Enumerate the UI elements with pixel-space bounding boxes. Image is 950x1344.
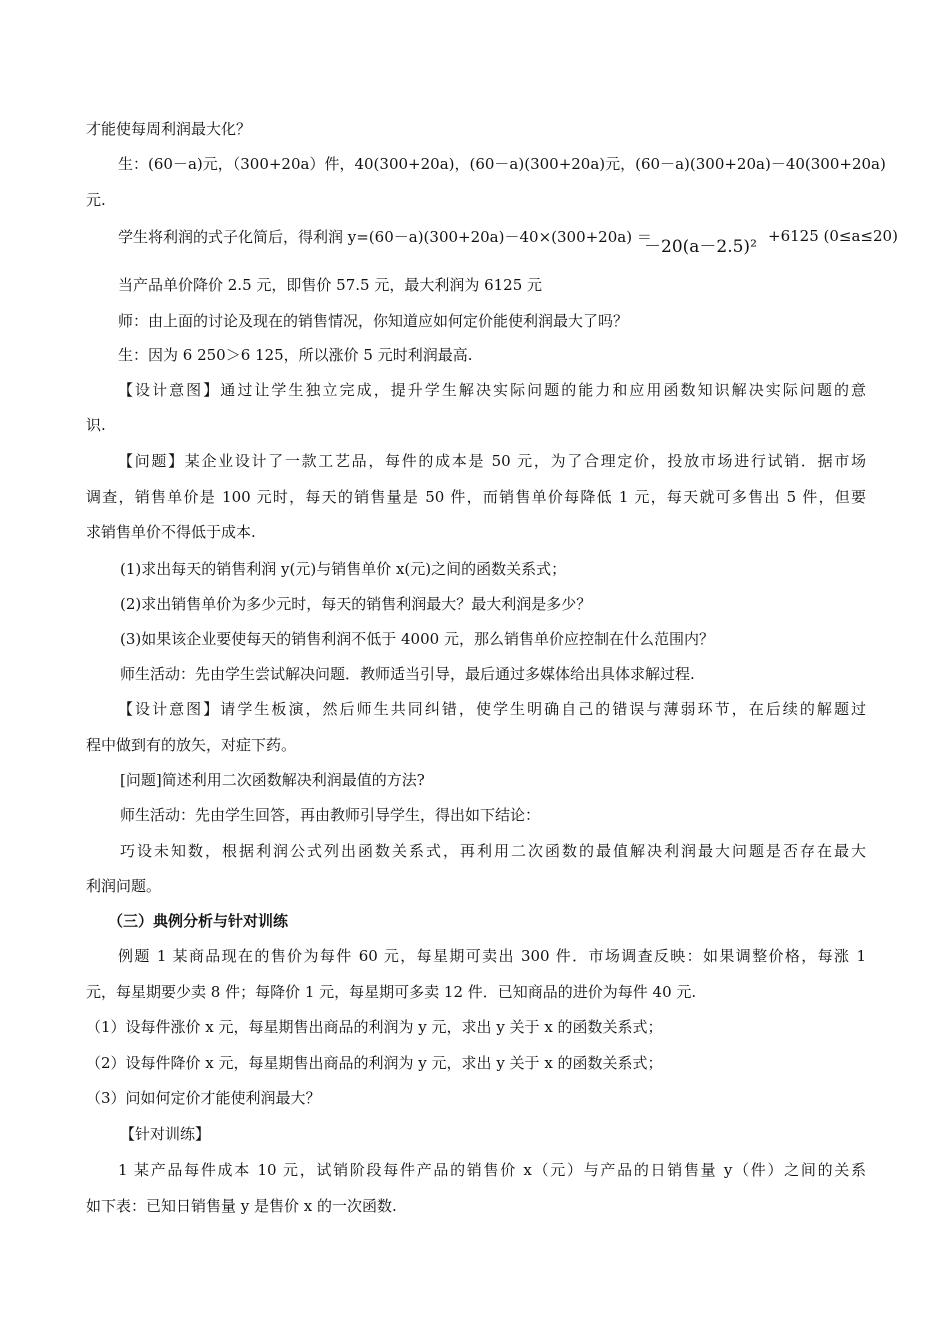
section-heading: （三）典例分析与针对训练 (108, 912, 289, 930)
text-line: 例题 1 某商品现在的售价为每件 60 元，每星期可卖出 300 件．市场调查反映：如果调整价格，每涨 1 (118, 947, 866, 965)
text-line: 【设计意图】通过让学生独立完成，提升学生解决实际问题的能力和应用函数知识解决实际问题的意 (118, 381, 866, 399)
text-line: 程中做到有的放矢，对症下药。 (86, 736, 297, 754)
text-line: 【针对训练】 (120, 1125, 211, 1143)
text-line: 师生活动：先由学生尝试解决问题．教师适当引导，最后通过多媒体给出具体求解过程. (120, 665, 695, 683)
text-line: 学生将利润的式子化简后，得利润 y=(60－a)(300+20a)－40×(300+20a) ＝ (118, 228, 652, 246)
text-line: 调查，销售单价是 100 元时，每天的销售量是 50 件，而销售单价每降低 1 元，每天就可多售出 5 件，但要 (86, 488, 866, 506)
text-line: (1)求出每天的销售利润 y(元)与销售单价 x(元)之间的函数关系式； (120, 560, 567, 578)
text-line: 如下表：已知日销售量 y 是售价 x 的一次函数. (86, 1197, 397, 1215)
text-line: 利润问题。 (86, 877, 162, 895)
text-line: 元，每星期要少卖 8 件；每降价 1 元，每星期可多卖 12 件．已知商品的进价为每件 40 元. (86, 983, 697, 1001)
text-line: （2）设每件降价 x 元，每星期售出商品的利润为 y 元，求出 y 关于 x 的函数关系式； (86, 1054, 663, 1072)
text-line: (2)求出销售单价为多少元时，每天的销售利润最大？最大利润是多少？ (120, 595, 592, 613)
text-line: 元. (86, 191, 106, 209)
text-line: [问题]简述利用二次函数解决利润最值的方法? (120, 771, 425, 789)
text-line: （1）设每件涨价 x 元，每星期售出商品的利润为 y 元，求出 y 关于 x 的函数关系式； (86, 1018, 663, 1036)
text-line: 【问题】某企业设计了一款工艺品，每件的成本是 50 元，为了合理定价，投放市场进行试销．据市场 (118, 452, 866, 470)
text-line: 才能使每周利润最大化？ (86, 120, 252, 138)
text-line: 师：由上面的讨论及现在的销售情况，你知道应如何定价能使利润最大了吗？ (118, 312, 629, 330)
text-line: 【设计意图】请学生板演，然后师生共同纠错，使学生明确自己的错误与薄弱环节，在后续的解题过 (118, 700, 866, 718)
text-line: （3）问如何定价才能使利润最大？ (86, 1089, 321, 1107)
text-line: 师生活动：先由学生回答，再由教师引导学生，得出如下结论： (120, 806, 541, 824)
profit-formula: －20(a－2.5)² (644, 237, 757, 257)
text-line: (3)如果该企业要使每天的销售利润不低于 4000 元，那么销售单价应控制在什么范围内？ (120, 630, 714, 648)
text-line: 求销售单价不得低于成本. (86, 523, 256, 541)
formula-domain: +6125 (0≤a≤20) (768, 227, 898, 245)
text-line: 巧设未知数，根据利润公式列出函数关系式，再利用二次函数的最值解决利润最大问题是否存在最大 (120, 842, 866, 860)
text-line: 当产品单价降价 2.5 元，即售价 57.5 元，最大利润为 6125 元 (118, 276, 543, 294)
text-line: 识. (86, 416, 106, 434)
text-line: 生：因为 6 250＞6 125，所以涨价 5 元时利润最高. (118, 346, 473, 364)
text-line: 生：(60－a)元，（300+20a）件，40(300+20a)，(60－a)(300+20a)元，(60－a)(300+20a)－40(300+20a) (118, 155, 886, 173)
text-line: 1 某产品每件成本 10 元，试销阶段每件产品的销售价 x（元）与产品的日销售量 y（件）之间的关系 (118, 1161, 866, 1179)
